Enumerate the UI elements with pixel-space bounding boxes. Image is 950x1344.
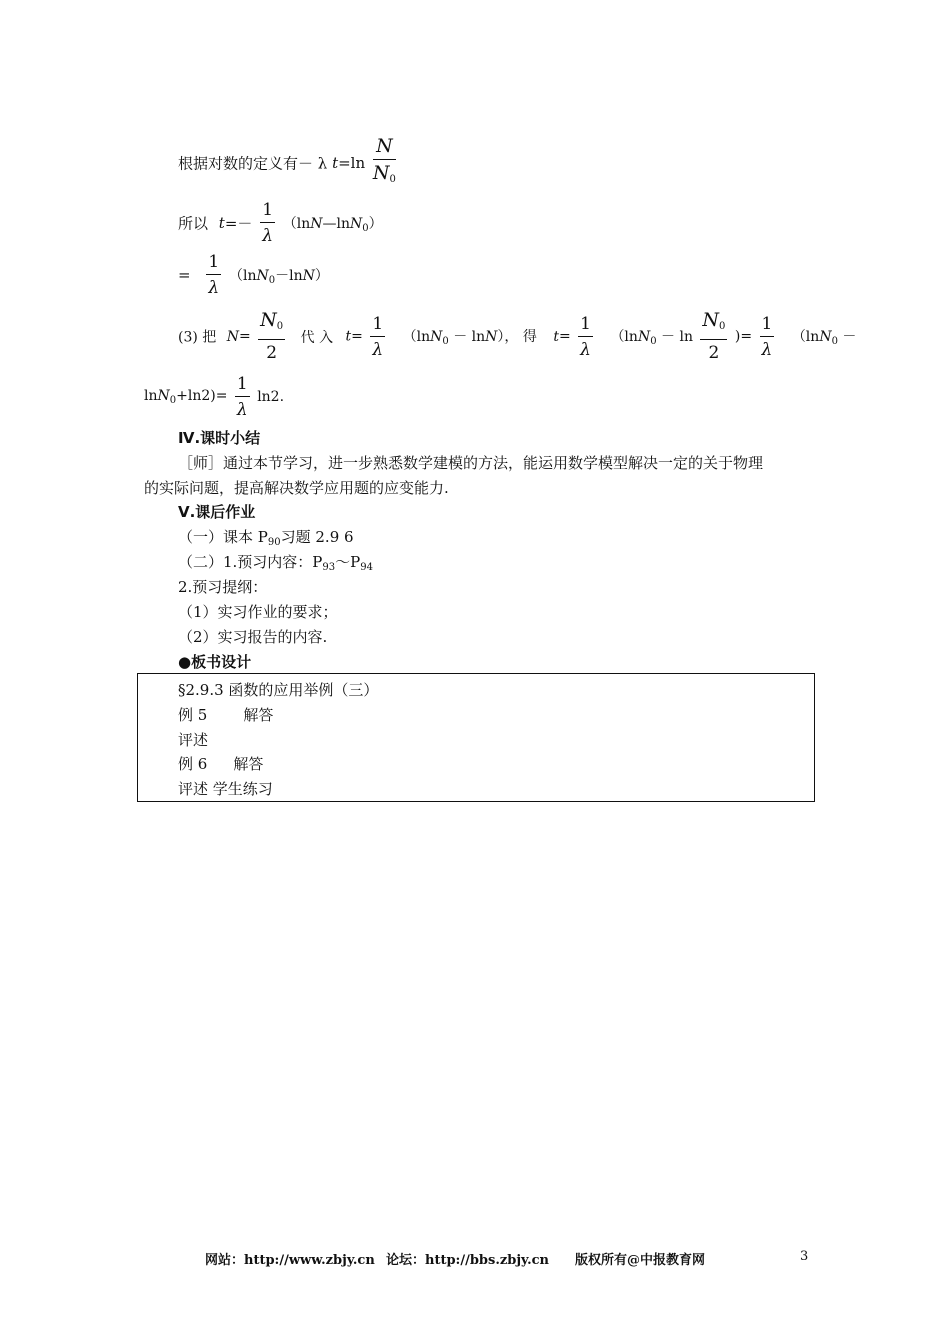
text: ） xyxy=(314,267,329,284)
var-N0: N xyxy=(350,215,363,232)
formula-line-3 xyxy=(178,252,329,298)
text: －ln xyxy=(275,267,303,284)
var-N: N xyxy=(302,267,315,284)
footer-copyright: 版权所有@中报教育网 xyxy=(575,1253,706,1268)
subscript: 0 xyxy=(650,336,657,347)
text: （ln xyxy=(402,329,431,345)
var-t: t xyxy=(553,328,559,345)
numerator: 1 xyxy=(578,314,593,337)
text: ）， 得 xyxy=(497,329,537,345)
text: 例 5 xyxy=(178,706,208,724)
text: ln xyxy=(144,388,158,404)
homework-item: 2.预习提纲： xyxy=(178,578,268,596)
denominator: 2 xyxy=(708,343,720,363)
subscript: 94 xyxy=(360,562,373,573)
formula-line-4 xyxy=(178,310,856,363)
text: ln2. xyxy=(257,389,285,405)
text: = xyxy=(178,266,191,284)
text: =－ xyxy=(224,214,253,233)
subscript: 0 xyxy=(719,321,726,332)
var-N: N xyxy=(226,328,239,345)
text: )= xyxy=(734,328,753,345)
text: 例 6 xyxy=(178,755,208,773)
fraction-N0-over-2 xyxy=(258,310,285,363)
text: 所以 xyxy=(178,214,209,233)
text: = xyxy=(238,328,251,345)
subscript: 90 xyxy=(267,537,281,548)
var-N0: N xyxy=(430,329,443,345)
subscript: 0 xyxy=(442,336,449,347)
formula-line-5 xyxy=(144,374,284,420)
paragraph-line: ［师］通过本节学习，进一步熟悉数学建模的方法，能运用数学模型解决一定的关于物理 xyxy=(178,454,764,472)
var-N0: N xyxy=(819,329,832,345)
board-row: 评述 xyxy=(178,731,209,749)
text: —ln xyxy=(322,215,351,232)
homework-item xyxy=(178,551,373,573)
board-row xyxy=(178,753,263,774)
fraction-one-over-lambda xyxy=(760,314,775,360)
denominator: λ xyxy=(236,400,248,420)
subscript: 0 xyxy=(169,395,177,406)
numerator: N xyxy=(376,135,393,157)
text: （一）课本 P xyxy=(178,528,268,546)
var-N: N xyxy=(310,215,323,232)
homework-item: （2）实习报告的内容. xyxy=(178,628,328,646)
fraction-N-over-N0 xyxy=(373,136,396,190)
board-title: §2.9.3 函数的应用举例（三） xyxy=(178,681,379,699)
fraction-one-over-lambda xyxy=(370,314,385,360)
homework-item xyxy=(178,526,354,548)
text: (3) 把 xyxy=(178,329,217,346)
var-N0: N xyxy=(157,388,170,404)
var-N0: N xyxy=(637,329,651,345)
section-heading-4: Ⅳ.课时小结 xyxy=(178,429,261,447)
board-design-box xyxy=(137,673,815,802)
denominator: λ xyxy=(262,226,273,246)
text: +ln2)= xyxy=(176,388,228,404)
text: 解答 xyxy=(243,706,274,724)
fraction-one-over-lambda xyxy=(578,314,593,360)
text: － ln xyxy=(661,329,693,345)
text: = xyxy=(351,328,363,345)
text: － ln xyxy=(453,329,486,345)
text: （ln xyxy=(282,215,311,232)
paragraph-line: 的实际问题，提高解决数学应用题的应变能力. xyxy=(144,479,449,497)
denominator: λ xyxy=(208,278,220,298)
subscript: 0 xyxy=(268,274,276,286)
numerator: 1 xyxy=(760,314,775,337)
page-number: 3 xyxy=(800,1249,809,1264)
text: = xyxy=(558,328,571,345)
var-t: t xyxy=(345,328,352,345)
fraction-one-over-lambda xyxy=(260,200,275,246)
denominator: λ xyxy=(761,339,773,360)
text: ） xyxy=(368,215,383,232)
numerator: N xyxy=(260,309,277,331)
subscript: 0 xyxy=(831,336,838,347)
var-N: N xyxy=(485,329,498,345)
text: 习题 2.9 6 xyxy=(280,528,354,546)
numerator: 1 xyxy=(206,252,221,275)
var-t: t xyxy=(218,214,225,232)
text: 根据对数的定义有－ λ xyxy=(178,154,328,173)
denominator: λ xyxy=(372,339,384,360)
text: （ln xyxy=(228,267,257,284)
fraction-one-over-lambda xyxy=(206,252,221,298)
denominator: λ xyxy=(580,339,591,360)
numerator: 1 xyxy=(235,374,250,397)
text: ～P xyxy=(335,553,361,571)
denominator: N xyxy=(372,162,390,184)
formula-line-2 xyxy=(178,200,383,246)
footer-forum: 论坛：http://bbs.zbjy.cn xyxy=(386,1253,550,1268)
subscript: 0 xyxy=(276,321,284,332)
fraction-N0-over-2 xyxy=(700,310,727,363)
numerator: 1 xyxy=(260,200,275,223)
board-row: 评述 学生练习 xyxy=(178,780,273,798)
var-t: t xyxy=(332,154,339,172)
homework-item: （1）实习作业的要求； xyxy=(178,603,338,621)
subscript: 0 xyxy=(389,174,396,185)
subscript: 93 xyxy=(322,562,336,573)
section-heading-5: Ⅴ.课后作业 xyxy=(178,503,256,521)
numerator: N xyxy=(702,309,720,331)
text: － xyxy=(842,329,857,345)
var-N0: N xyxy=(256,267,269,284)
text: （ln xyxy=(610,329,638,345)
text: 解答 xyxy=(233,755,264,773)
footer-site: 网站：http://www.zbjy.cn xyxy=(205,1253,375,1268)
board-heading: ●板书设计 xyxy=(178,653,252,671)
formula-line-1 xyxy=(178,136,399,190)
subscript: 0 xyxy=(362,222,369,234)
text: 代 入 xyxy=(300,329,334,346)
board-row xyxy=(178,704,273,725)
fraction-one-over-lambda xyxy=(235,374,250,420)
numerator: 1 xyxy=(370,314,385,337)
text: （ln xyxy=(791,329,820,345)
text: （二）1.预习内容：P xyxy=(178,553,323,571)
text: =ln xyxy=(338,154,366,172)
denominator: 2 xyxy=(266,343,278,363)
